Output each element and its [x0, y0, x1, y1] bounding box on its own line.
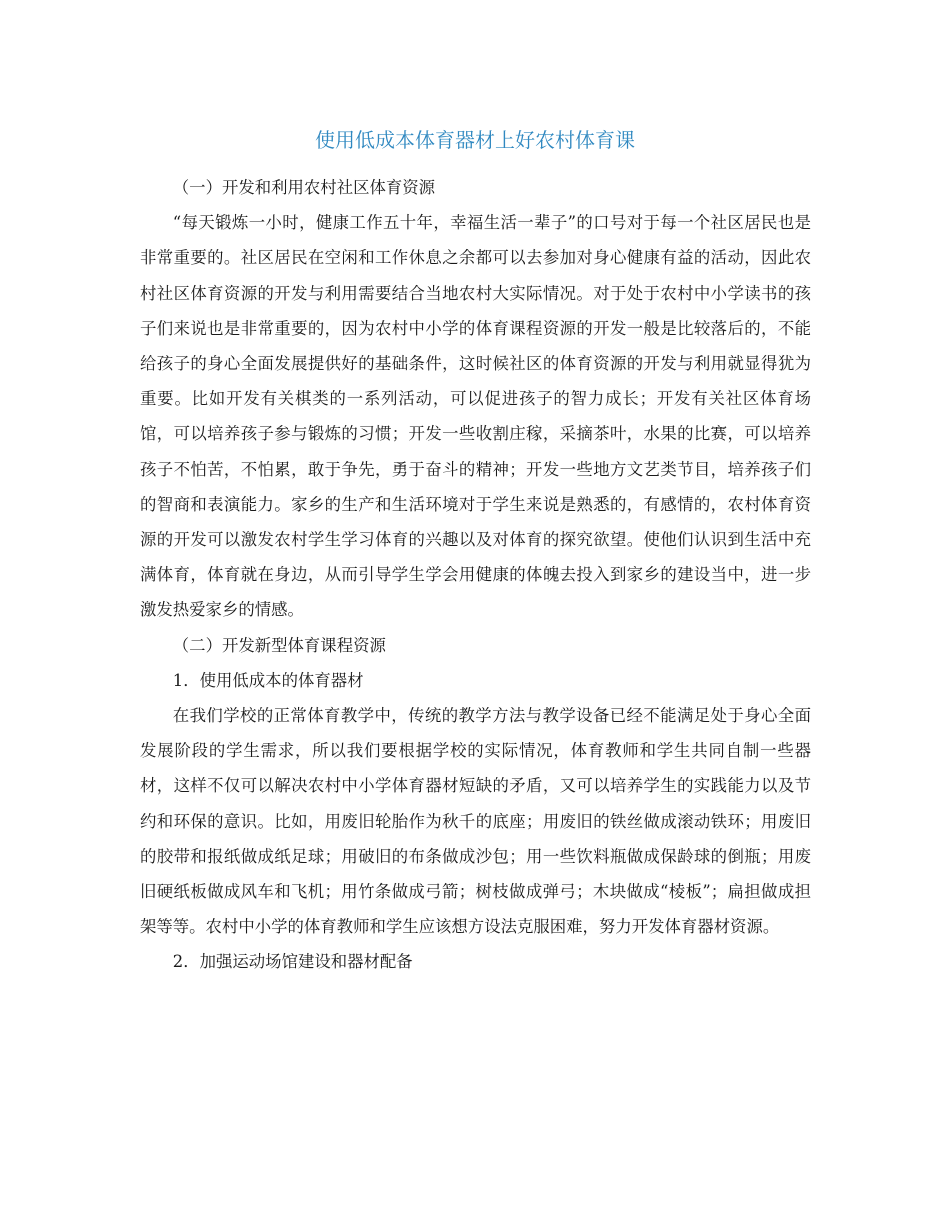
paragraph-community-resources: “每天锻炼一小时，健康工作五十年，幸福生活一辈子”的口号对于每一个社区居民也是非常重要的。社区居民在空闲和工作休息之余都可以去参加对身心健康有益的活动，因此农村社区体育资源的开发与利用需要结合当地农村大实际情况。对于处于农村中小学读书的孩子们来说也是非常重要的，因为农村中小学的体育课程资源的开发一般是比较落后的，不能给孩子的身心全面发展提供好的基础条件，这时候社区的体育资源的开发与利用就显得犹为重要。比如开发有关棋类的一系列活动，可以促进孩子的智力成长；开发有关社区体育场馆，可以培养孩子参与锻炼的习惯；开发一些收割庄稼，采摘茶叶，水果的比赛，可以培养孩子不怕苦，不怕累，敢于争先，勇于奋斗的精神；开发一些地方文艺类节目，培养孩子们的智商和表演能力。家乡的生产和生活环境对于学生来说是熟悉的，有感情的，农村体育资源的开发可以激发农村学生学习体育的兴趣以及对体育的探究欲望。使他们认识到生活中充满体育，体育就在身边，从而引导学生学会用健康的体魄去投入到家乡的建设当中，进一步激发热爱家乡的情感。	[140, 213, 811, 620]
subheading-venue-construction: 2．加强运动场馆建设和器材配备	[172, 952, 413, 972]
document-title: 使用低成本体育器材上好农村体育课	[315, 128, 635, 152]
document-body	[140, 170, 811, 980]
paragraph-low-cost-equipment: 在我们学校的正常体育教学中，传统的教学方法与教学设备已经不能满足处于身心全面发展阶段的学生需求，所以我们要根据学校的实际情况，体育教师和学生共同自制一些器材，这样不仅可以解决农村中小学体育器材短缺的矛盾，又可以培养学生的实践能力以及节约和环保的意识。比如，用废旧轮胎作为秋千的底座；用废旧的铁丝做成滚动铁环；用废旧的胶带和报纸做成纸足球；用破旧的布条做成沙包；用一些饮料瓶做成保龄球的倒瓶；用废旧硬纸板做成风车和飞机；用竹条做成弓箭；树枝做成弹弓；木块做成“棱板”；扁担做成担架等等。农村中小学的体育教师和学生应该想方设法克服困难，努力开发体育器材资源。	[140, 706, 811, 937]
subheading-low-cost-equipment: 1．使用低成本的体育器材	[172, 670, 364, 690]
section-heading-1: （一）开发和利用农村社区体育资源	[172, 178, 436, 197]
section-heading-2: （二）开发新型体育课程资源	[172, 635, 386, 655]
